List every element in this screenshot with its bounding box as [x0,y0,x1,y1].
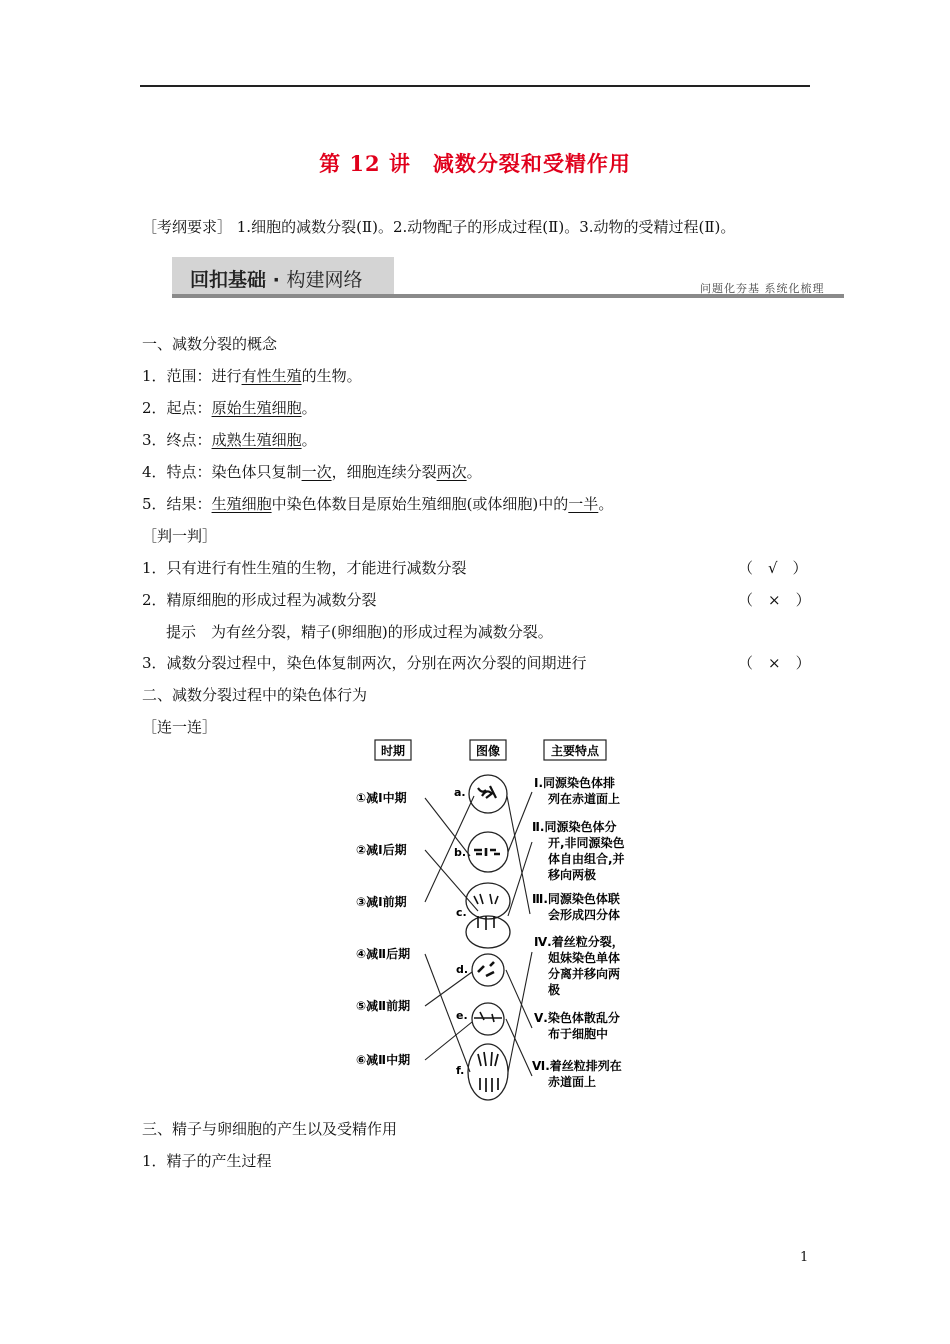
svg-text:姐妹染色单体: 姐妹染色单体 [548,951,621,965]
page-number: 1 [800,1250,809,1265]
image-label: b. [454,846,467,859]
judge-item-2: 2．精原细胞的形成过程为减数分裂 [142,591,377,609]
feature-III [532,891,620,922]
svg-text:布于细胞中: 布于细胞中 [548,1027,609,1041]
image-label: e. [456,1009,468,1022]
judge-item-1: 1．只有进行有性生殖的生物，才能进行减数分裂 [142,559,467,577]
section2-heading: 二、减数分裂过程中的染色体行为 [142,686,368,704]
svg-text:Ⅳ.着丝粒分裂，: Ⅳ.着丝粒分裂， [534,935,624,949]
svg-text:Ⅵ.着丝粒排列在: Ⅵ.着丝粒排列在 [532,1059,622,1073]
header-rule [140,85,810,87]
lecture-topic: 减数分裂和受精作用 [432,151,631,176]
judge-item-3: 3．减数分裂过程中，染色体复制两次，分别在两次分裂的间期进行 [142,654,587,672]
judge-hint: 提示 为有丝分裂，精子(卵细胞)的形成过程为减数分裂。 [166,623,553,641]
section-banner-title [190,265,363,292]
banner-main: 回扣基础 [190,269,267,291]
period-label: ②减Ⅰ后期 [356,843,407,857]
lecture-number: 第 12 讲 [319,151,411,176]
header-feature: 主要特点 [550,744,600,758]
period-label: ④减Ⅱ后期 [356,947,411,961]
judge-heading: ［判一判］ [142,527,218,545]
image-label: a. [454,786,466,799]
svg-text:体自由组合,并: 体自由组合,并 [548,852,625,866]
image-label: f. [456,1064,465,1077]
link-heading: ［连一连］ [142,718,218,736]
cell-image-b [468,832,508,872]
feature-IV [534,934,624,997]
judge-answer-1: （ √ ） [738,559,808,577]
image-label: c. [456,906,467,919]
list-item: 3．终点：成熟生殖细胞。 [142,431,317,449]
period-label: ①减Ⅰ中期 [356,791,407,805]
list-item: 2．起点：原始生殖细胞。 [142,399,317,417]
svg-text:移向两极: 移向两极 [548,868,597,882]
cell-image-e [472,1003,504,1035]
svg-text:列在赤道面上: 列在赤道面上 [548,792,621,806]
list-item: 4．特点：染色体只复制一次，细胞连续分裂两次。 [142,463,482,481]
svg-text:Ⅰ.同源染色体排: Ⅰ.同源染色体排 [534,776,616,790]
period-label: ⑥减Ⅱ中期 [356,1053,411,1067]
section3-item-1: 1．精子的产生过程 [142,1152,272,1170]
banner-dot: · [272,269,280,291]
banner-tagline: 问题化夯基 系统化梳理 [700,282,825,295]
judge-answer-2: （ × ） [738,591,811,609]
svg-text:Ⅲ.同源染色体联: Ⅲ.同源染色体联 [532,892,620,906]
meiosis-matching-diagram [350,736,640,1104]
svg-text:分离并移向两: 分离并移向两 [548,967,621,981]
list-item: 1．范围：进行有性生殖的生物。 [142,367,362,385]
section3-heading: 三、精子与卵细胞的产生以及受精作用 [142,1120,398,1138]
feature-I [534,775,620,806]
period-label: ③减Ⅰ前期 [356,895,407,909]
cell-image-f [468,1044,508,1100]
svg-text:会形成四分体: 会形成四分体 [548,908,621,922]
header-period: 时期 [380,744,406,758]
feature-V [534,1010,620,1041]
list-item: 5．结果：生殖细胞中染色体数目是原始生殖细胞(或体细胞)中的一半。 [142,495,614,513]
cell-image-d [472,954,504,986]
svg-text:极: 极 [548,983,561,997]
cell-image-a [469,775,507,813]
cell-image-c [466,883,510,948]
svg-text:赤道面上: 赤道面上 [548,1075,597,1089]
banner-sub: 构建网络 [286,269,363,291]
svg-text:开,非同源染色: 开,非同源染色 [548,836,625,850]
lecture-title [0,148,950,178]
section1-heading: 一、减数分裂的概念 [142,335,278,353]
period-label: ⑤减Ⅱ前期 [356,999,411,1013]
feature-II [532,819,625,882]
image-label: d. [456,963,469,976]
header-image: 图像 [475,744,501,758]
syllabus-requirements: ［考纲要求］ 1.细胞的减数分裂(Ⅱ)。2.动物配子的形成过程(Ⅱ)。3.动物的受精过程(Ⅱ)。 [142,218,736,236]
judge-answer-3: （ × ） [738,654,811,672]
svg-text:Ⅱ.同源染色体分: Ⅱ.同源染色体分 [532,820,617,834]
svg-text:Ⅴ.染色体散乱分: Ⅴ.染色体散乱分 [534,1011,620,1025]
feature-VI [532,1058,622,1089]
